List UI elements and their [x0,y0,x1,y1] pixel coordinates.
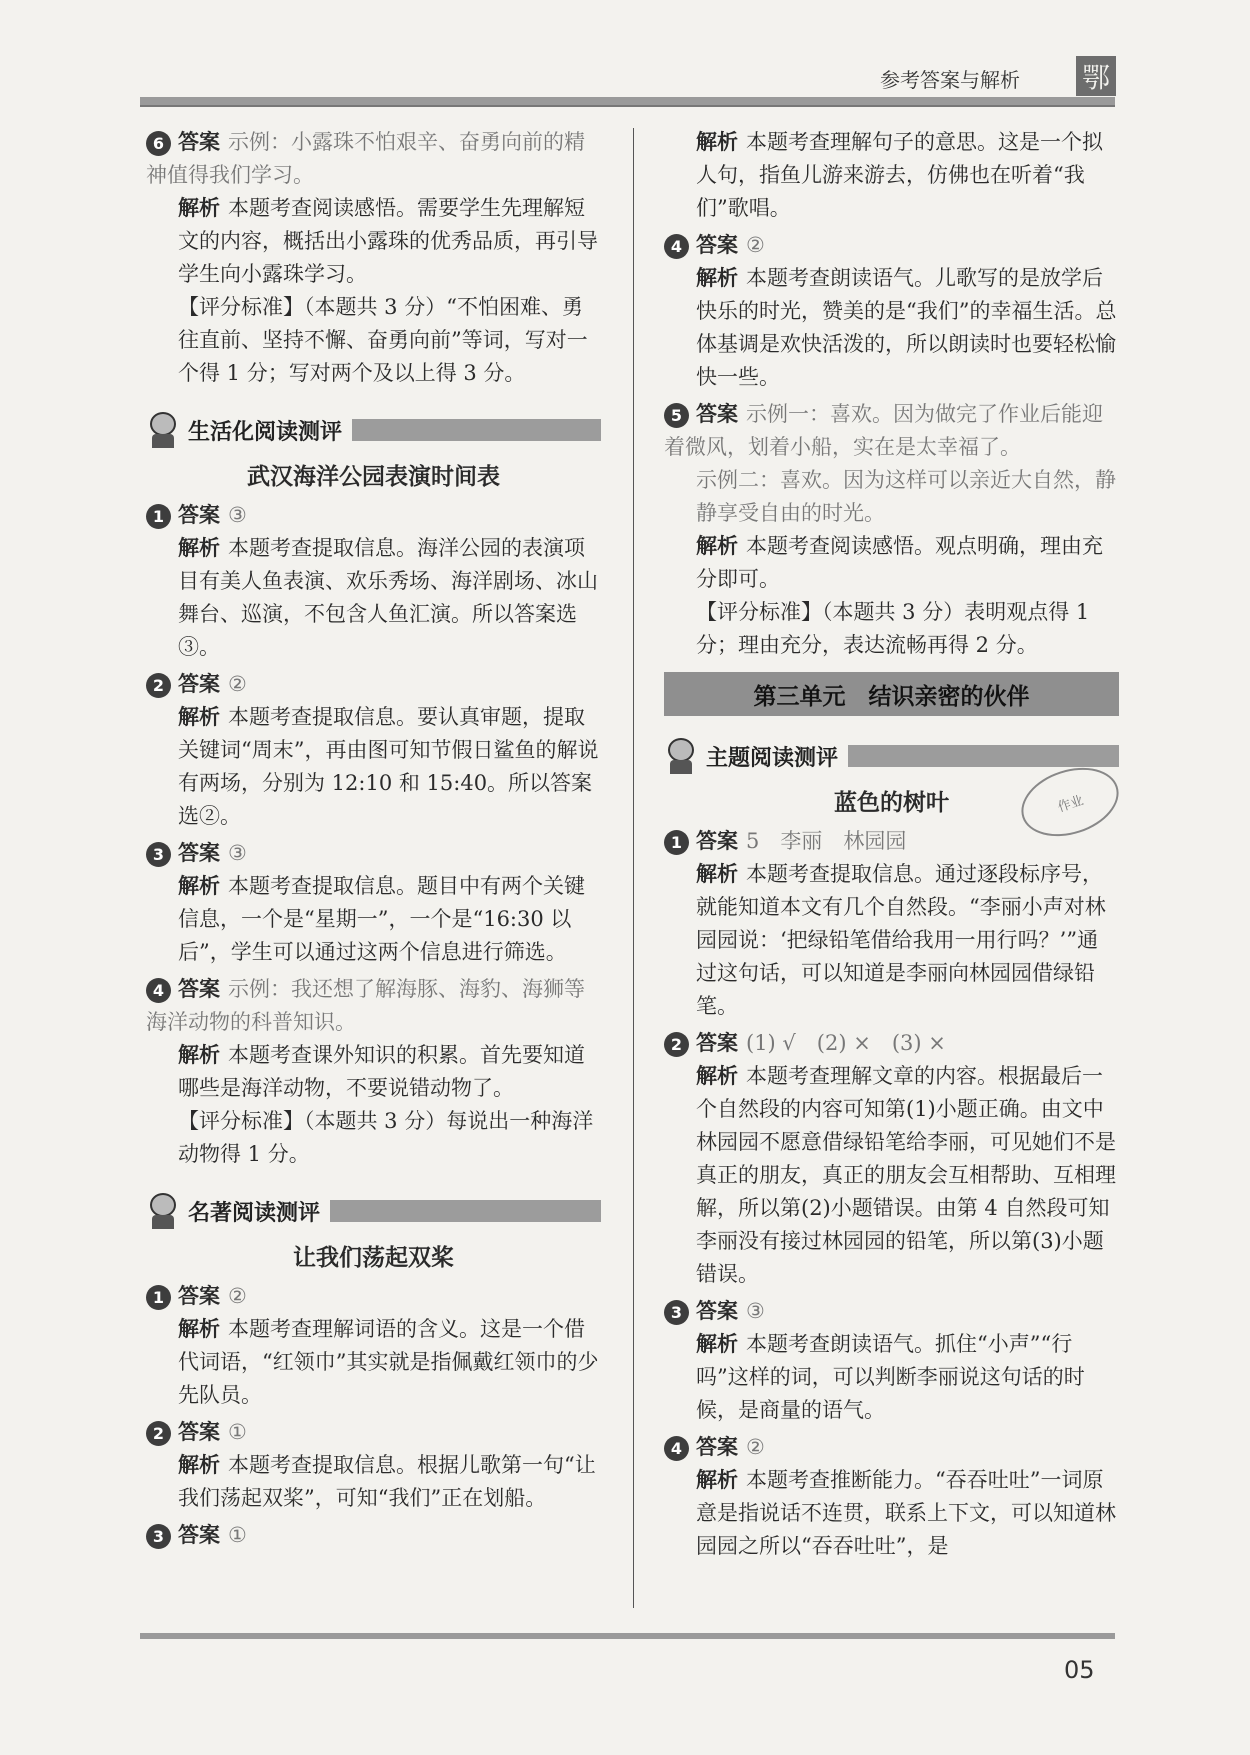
analysis-text: 本题考查提取信息。题目中有两个关键信息，一个是“星期一”，一个是“16:30 以后”，学生可以通过这两个信息进行筛选。 [178,874,585,964]
analysis-label: 解析 [178,1453,220,1477]
analysis-text: 本题考查理解句子的意思。这是一个拟人句，指鱼儿游来游去，仿佛也在听着“我们”歌唱。 [696,130,1103,220]
unit-banner: 第三单元 结识亲密的伙伴 [664,672,1119,716]
answer-block-1 [146,499,601,664]
section-title: 生活化阅读测评 [188,419,343,445]
analysis-text: 本题考查提取信息。通过逐段标序号，就能知道本文有几个自然段。“李丽小声对林园园说：‘把绿铅笔借给我用一用行吗？’”通过这句话，可以知道是李丽向林园园借绿铅笔。 [696,862,1106,1018]
stamp-logo: 作业 [1013,756,1128,848]
answer-block-4 [146,973,601,1171]
analysis-text: 本题考查提取信息。海洋公园的表演项目有美人鱼表演、欢乐秀场、海洋剧场、冰山舞台、巡演，不包含人鱼汇演。所以答案选③。 [178,536,598,659]
answer-block-4 [664,1431,1119,1563]
answer-text: 示例一：喜欢。因为做完了作业后能迎着微风，划着小船，实在是太幸福了。 [664,402,1103,459]
student-avatar-icon [146,412,180,448]
answer-label: 答案 [696,402,738,426]
answer-block-4 [664,229,1119,394]
answer-block-1 [664,825,1119,1023]
answer-text-2: 示例二：喜欢。因为这样可以亲近大自然，静静享受自由的时光。 [696,468,1116,525]
question-number: 1 [146,1285,171,1310]
answer-text: ② [228,1284,247,1308]
answer-text: ① [228,1523,247,1547]
student-avatar-icon [664,738,698,774]
answer-label: 答案 [696,829,738,853]
footer-rule [140,1633,1115,1639]
answer-text: ② [228,672,247,696]
answer-text: ② [746,1435,765,1459]
answer-label: 答案 [696,1435,738,1459]
question-number: 5 [664,403,689,428]
answer-block-3 [146,837,601,969]
question-number: 4 [664,1436,689,1461]
question-number: 1 [146,504,171,529]
answer-label: 答案 [178,130,220,154]
analysis-text: 本题考查课外知识的积累。首先要知道哪些是海洋动物，不要说错动物了。 [178,1043,585,1100]
analysis-text: 本题考查阅读感悟。观点明确，理由充分即可。 [696,534,1103,591]
analysis-label: 解析 [696,534,738,558]
header-seal: 鄂 [1076,56,1116,96]
article-title: 让我们荡起双桨 [293,1245,454,1271]
answer-label: 答案 [696,233,738,257]
analysis-text: 本题考查理解词语的含义。这是一个借代词语，“红领巾”其实就是指佩戴红领巾的少先队员。 [178,1317,599,1407]
analysis-label: 解析 [696,1332,738,1356]
page-number: 05 [1064,1656,1095,1684]
section-bar [352,419,601,441]
question-number: 3 [664,1300,689,1325]
section-bar [330,1200,601,1222]
analysis-label: 解析 [696,1468,738,1492]
answer-label: 答案 [178,672,220,696]
answer-label: 答案 [178,841,220,865]
section-bar [848,745,1119,767]
column-divider [633,128,634,1608]
answer-text: ② [746,233,765,257]
answer-text: ① [228,1420,247,1444]
answer-text: 5 李丽 林园园 [746,829,907,853]
question-number: 2 [664,1032,689,1057]
analysis-label: 解析 [696,130,738,154]
question-number: 3 [146,1524,171,1549]
answer-block-1 [146,1280,601,1412]
analysis-label: 解析 [178,874,220,898]
analysis-label: 解析 [178,196,220,220]
analysis-label: 解析 [178,705,220,729]
analysis-text: 本题考查提取信息。要认真审题，提取关键词“周末”，再由图可知节假日鲨鱼的解说有两场，分别为 12:10 和 15:40。所以答案选②。 [178,705,599,828]
analysis-label: 解析 [696,266,738,290]
answer-text: 示例：我还想了解海豚、海豹、海狮等海洋动物的科普知识。 [146,977,585,1034]
question-number: 2 [146,1421,171,1446]
analysis-label: 解析 [178,1317,220,1341]
question-number: 4 [664,234,689,259]
answer-text: 示例：小露珠不怕艰辛、奋勇向前的精神值得我们学习。 [146,130,585,187]
analysis-continued [664,126,1119,225]
analysis-label: 解析 [178,1043,220,1067]
answer-label: 答案 [178,503,220,527]
analysis-text: 本题考查朗读语气。儿歌写的是放学后快乐的时光，赞美的是“我们”的幸福生活。总体基调是欢快活泼的，所以朗读时也要轻松愉快一些。 [696,266,1117,389]
answer-block-5 [664,398,1119,662]
analysis-label: 解析 [696,862,738,886]
answer-block-2 [146,668,601,833]
section-title: 主题阅读测评 [706,745,839,771]
answer-block-3 [664,1295,1119,1427]
section-title: 名著阅读测评 [188,1200,321,1226]
answer-text: ③ [746,1299,765,1323]
answer-label: 答案 [178,1523,220,1547]
scoring-criteria: 【评分标准】（本题共 3 分）“不怕困难、勇往直前、坚持不懈、奋勇向前”等词，写对一个得 1 分；写对两个及以上得 3 分。 [178,295,588,385]
scoring-criteria: 【评分标准】（本题共 3 分）表明观点得 1 分；理由充分，表达流畅再得 2 分。 [696,600,1090,657]
section-header-classics-reading [146,1189,601,1233]
right-column [664,126,1119,1567]
question-number: 2 [146,673,171,698]
analysis-text: 本题考查推断能力。“吞吞吐吐”一词原意是指说话不连贯，联系上下文，可以知道林园园之所以“吞吞吐吐”，是 [696,1468,1116,1558]
left-column [146,126,601,1556]
answer-text: (1) √ (2) × (3) × [746,1031,946,1055]
analysis-label: 解析 [696,1064,738,1088]
question-number: 4 [146,978,171,1003]
answer-text: ③ [228,841,247,865]
article-title: 蓝色的树叶 [834,790,949,816]
answer-label: 答案 [696,1299,738,1323]
answer-label: 答案 [178,1284,220,1308]
answer-label: 答案 [178,1420,220,1444]
answer-block-3 [146,1519,601,1552]
student-avatar-icon [146,1193,180,1229]
header-title: 参考答案与解析 [880,68,1020,92]
analysis-text: 本题考查提取信息。根据儿歌第一句“让我们荡起双桨”，可知“我们”正在划船。 [178,1453,596,1510]
analysis-text: 本题考查阅读感悟。需要学生先理解短文的内容，概括出小露珠的优秀品质，再引导学生向小露珠学习。 [178,196,598,286]
answer-label: 答案 [178,977,220,1001]
answer-block-6 [146,126,601,390]
answer-block-2 [146,1416,601,1515]
section-header-life-reading [146,408,601,452]
scoring-criteria: 【评分标准】（本题共 3 分）每说出一种海洋动物得 1 分。 [178,1109,594,1166]
answer-block-2 [664,1027,1119,1291]
article-title: 武汉海洋公园表演时间表 [247,464,500,490]
question-number: 6 [146,131,171,156]
analysis-label: 解析 [178,536,220,560]
question-number: 3 [146,842,171,867]
analysis-text: 本题考查理解文章的内容。根据最后一个自然段的内容可知第(1)小题正确。由文中林园园不愿意借绿铅笔给李丽，可见她们不是真正的朋友，真正的朋友会互相帮助、互相理解，所以第(2)小题错误。由第 4 自然段可知李丽没有接过林园园的铅笔，所以第(3)小题错误。 [696,1064,1116,1286]
question-number: 1 [664,830,689,855]
section-header-theme-reading [664,734,1119,778]
answer-text: ③ [228,503,247,527]
analysis-text: 本题考查朗读语气。抓住“小声”“行吗”这样的词，可以判断李丽说这句话的时候，是商量的语气。 [696,1332,1085,1422]
answer-label: 答案 [696,1031,738,1055]
header-rule [140,97,1115,107]
